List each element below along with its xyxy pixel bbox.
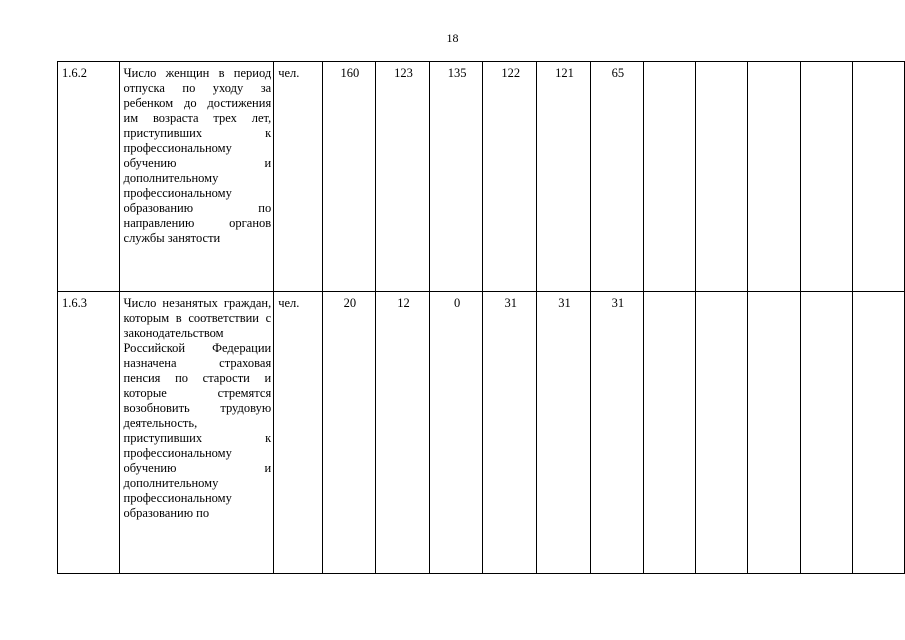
value-cell: 123 <box>376 62 430 292</box>
value-cell: 20 <box>322 292 376 574</box>
value-cell: 65 <box>590 62 643 292</box>
empty-cell <box>643 292 695 574</box>
empty-cell <box>748 62 800 292</box>
indicator-unit: чел. <box>274 292 322 574</box>
value-cell: 31 <box>537 292 591 574</box>
value-cell: 122 <box>483 62 537 292</box>
empty-cell <box>852 62 904 292</box>
empty-cell <box>800 62 852 292</box>
empty-cell <box>696 62 748 292</box>
page-number: 18 <box>446 31 459 45</box>
indicator-code: 1.6.3 <box>58 292 120 574</box>
table-row <box>58 62 905 292</box>
empty-cell <box>696 292 748 574</box>
indicator-code: 1.6.2 <box>58 62 120 292</box>
value-cell: 121 <box>537 62 591 292</box>
indicators-table <box>57 61 905 574</box>
value-cell: 160 <box>322 62 376 292</box>
empty-cell <box>800 292 852 574</box>
indicator-unit: чел. <box>274 62 322 292</box>
value-cell: 31 <box>483 292 537 574</box>
value-cell: 0 <box>429 292 483 574</box>
empty-cell <box>852 292 904 574</box>
indicator-name: Число женщин в период отпуска по уходу за ребенком до достижения им возраста трех лет, приступивших к профессиональному обучению и дополнительному профессиональному образованию по направлению органов службы занятости <box>119 62 274 292</box>
table-row <box>58 292 905 574</box>
value-cell: 31 <box>590 292 643 574</box>
value-cell: 12 <box>376 292 430 574</box>
empty-cell <box>748 292 800 574</box>
indicator-name: Число незанятых граждан, которым в соответствии с законодательством Российской Федерации назначена страховая пенсия по старости и которые стремятся возобновить трудовую деятельность, приступивших к профессиональному обучению и дополнительному профессиональному образованию по <box>119 292 274 574</box>
value-cell: 135 <box>429 62 483 292</box>
empty-cell <box>643 62 695 292</box>
